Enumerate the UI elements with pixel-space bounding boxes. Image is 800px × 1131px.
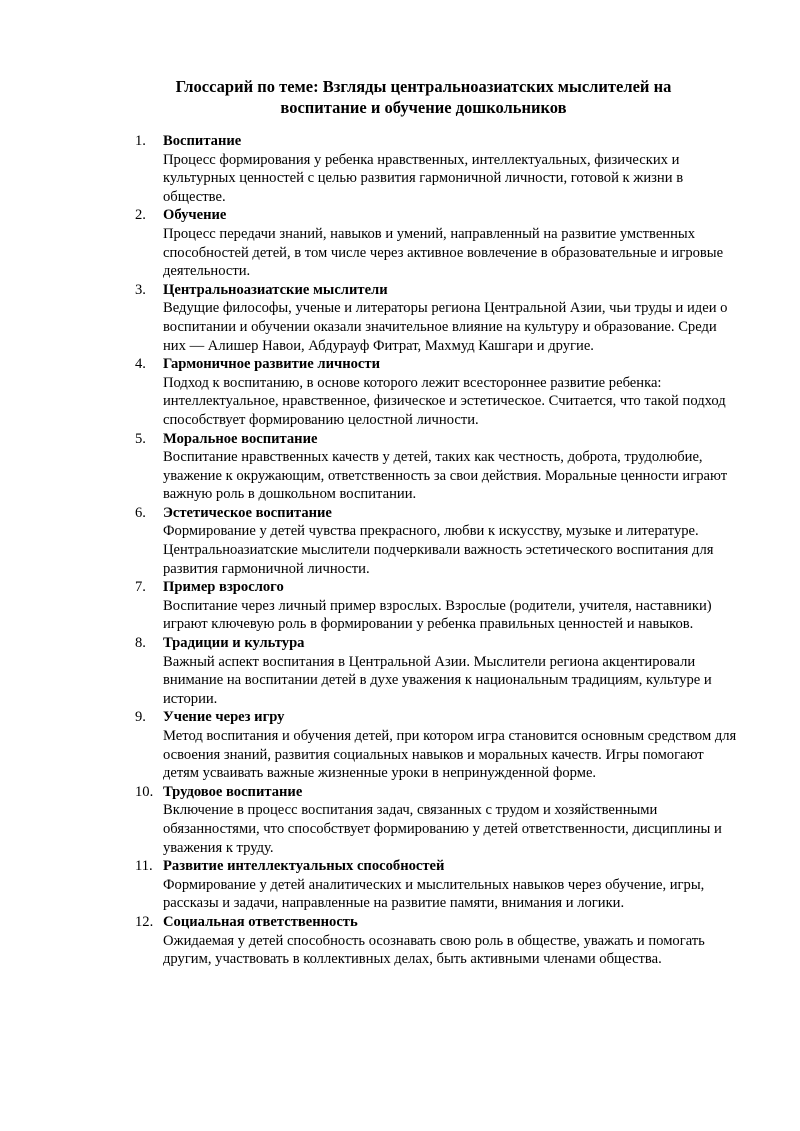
glossary-entry (135, 857, 742, 913)
entry-definition: Воспитание нравственных качеств у детей, таких как честность, доброта, трудолюбие, уважение к окружающим, ответственность за свои действия. Моральные ценности играют важную роль в дошкольном воспитании. (163, 449, 728, 503)
title-line: воспитание и обучение дошкольников (280, 98, 567, 117)
glossary-entry (135, 634, 742, 708)
entry-term: Социальная ответственность (163, 913, 358, 930)
entry-number: 4. (135, 356, 146, 373)
entry-definition: Ведущие философы, ученые и литераторы региона Центральной Азии, чьи труды и идеи о воспитании и обучении оказали значительное влияние на культуру и образование. Среди них — Алишер Навои, Абдурауф Фитрат, Махмуд Кашгари и другие. (163, 300, 728, 354)
entry-term: Традиции и культура (163, 635, 305, 652)
glossary-list (135, 132, 742, 969)
document-title (0, 76, 800, 118)
entry-number: 9. (135, 709, 146, 726)
entry-definition: Формирование у детей аналитических и мыслительных навыков через обучение, игры, рассказы и задачи, направленные на развитие памяти, внимания и логики. (163, 876, 705, 912)
entry-definition: Воспитание через личный пример взрослых. Взрослые (родители, учителя, наставники) играют ключевую роль в формировании у ребенка правильных ценностей и навыков. (163, 597, 712, 633)
entry-definition: Включение в процесс воспитания задач, связанных с трудом и хозяйственными обязанностями, что способствует формированию у детей ответственности, дисциплины и уважения к труду. (163, 802, 722, 856)
entry-term: Трудовое воспитание (163, 783, 303, 800)
entry-term: Воспитание (163, 133, 242, 149)
title-line: Глоссарий по теме: Взгляды центральноазиатских мыслителей на (175, 77, 672, 96)
entry-number: 2. (135, 207, 146, 224)
glossary-entry (135, 783, 742, 857)
glossary-entry (135, 281, 742, 355)
entry-term: Развитие интеллектуальных способностей (163, 858, 445, 875)
entry-number: 7. (135, 579, 146, 596)
glossary-entry (135, 708, 742, 782)
entry-term: Моральное воспитание (163, 430, 318, 447)
entry-term: Обучение (163, 207, 227, 224)
entry-number: 12. (135, 913, 154, 930)
entry-number: 10. (135, 783, 154, 800)
entry-definition: Важный аспект воспитания в Центральной Азии. Мыслители региона акцентировали внимание на воспитании детей в духе уважения к национальным традициям, культуре и истории. (163, 653, 712, 707)
entry-term: Центральноазиатские мыслители (163, 281, 388, 298)
entry-definition: Метод воспитания и обучения детей, при котором игра становится основным средством для освоения знаний, развития социальных навыков и моральных качеств. Игры помогают детям усваивать важные жизненные уроки в непринужденной форме. (163, 728, 737, 782)
entry-definition: Подход к воспитанию, в основе которого лежит всестороннее развитие ребенка: интеллектуальное, нравственное, физическое и эстетическое. Считается, что такой подход способствует формированию целостной личности. (163, 374, 726, 428)
glossary-entry (135, 913, 742, 969)
entry-number: 8. (135, 635, 146, 652)
entry-term: Пример взрослого (163, 579, 284, 596)
glossary-entry (135, 355, 742, 429)
entry-number: 6. (135, 504, 146, 521)
entry-number: 5. (135, 430, 146, 447)
entry-number: 1. (135, 133, 146, 149)
glossary-entry (135, 504, 742, 578)
glossary-entry (135, 206, 742, 280)
entry-definition: Ожидаемая у детей способность осознавать свою роль в обществе, уважать и помогать другим, участвовать в коллективных делах, быть активными членами общества. (163, 932, 705, 968)
glossary-entry (135, 430, 742, 504)
glossary-entry (135, 132, 742, 206)
entry-number: 3. (135, 281, 146, 298)
entry-definition: Процесс передачи знаний, навыков и умений, направленный на развитие умственных способностей детей, в том числе через активное вовлечение в образовательные и игровые деятельности. (163, 225, 724, 280)
entry-number: 11. (135, 858, 153, 875)
entry-definition: Формирование у детей чувства прекрасного, любви к искусству, музыке и литературе. Центральноазиатские мыслители подчеркивали важность эстетического воспитания для развития гармоничной личности. (163, 523, 714, 577)
entry-definition: Процесс формирования у ребенка нравственных, интеллектуальных, физических и культурных ценностей с целью развития гармоничной личности, готовой к жизни в обществе. (163, 151, 684, 205)
entry-term: Гармоничное развитие личности (163, 356, 380, 373)
entry-term: Учение через игру (163, 709, 285, 726)
entry-term: Эстетическое воспитание (163, 504, 332, 521)
glossary-entry (135, 578, 742, 634)
